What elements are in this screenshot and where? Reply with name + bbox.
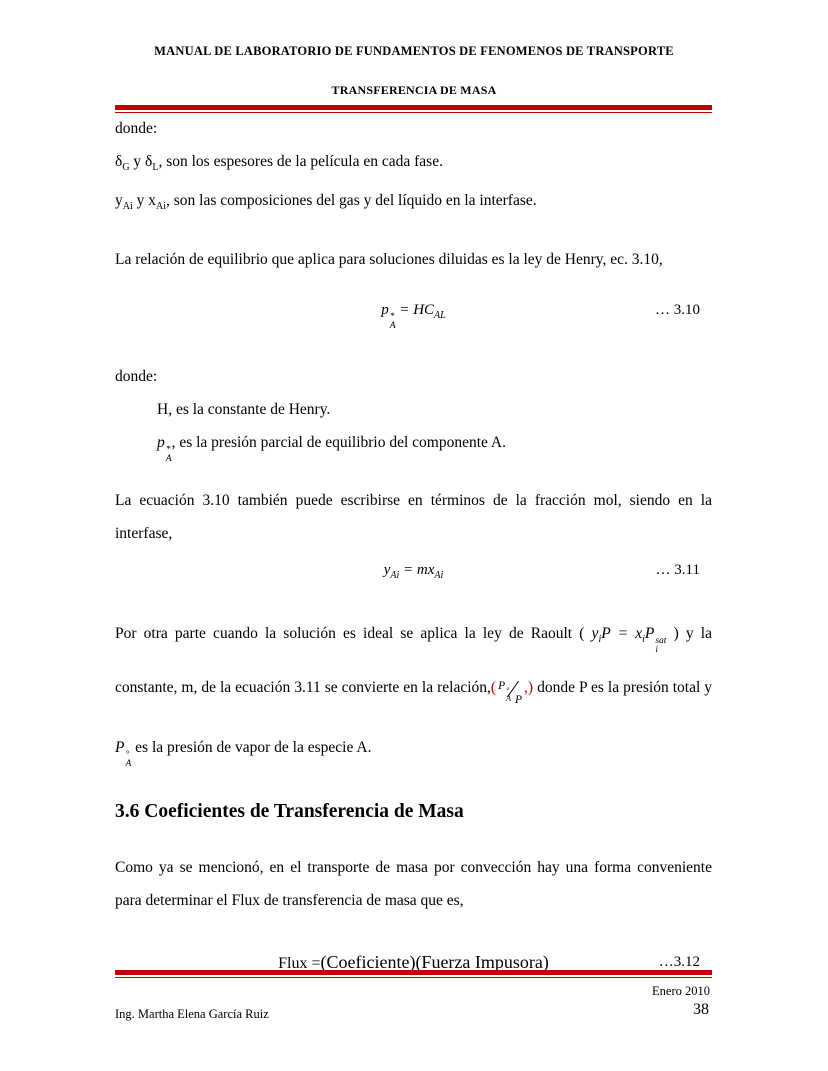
fraction-slash: ⁄	[511, 677, 516, 704]
raoult-text-4: es la presión de vapor de la especie A.	[131, 739, 372, 757]
p-variable: P	[601, 625, 611, 643]
mx-term: mx	[416, 562, 435, 579]
document-body	[115, 112, 712, 985]
delta-symbol: δ	[115, 153, 123, 170]
superscript-star: *	[165, 445, 171, 456]
eq311-intro: La ecuación 3.10 también puede escribirse en términos de la fracción mol, siendo en la interfase,	[115, 492, 712, 543]
subscript-a: A	[125, 759, 132, 770]
p-variable: P	[115, 739, 125, 757]
subscript-i: i	[642, 634, 645, 646]
superscript-degree: °	[506, 686, 510, 696]
equation-3-10	[115, 290, 712, 336]
raoult-text-3: donde P es la presión total y	[533, 679, 712, 697]
superscript-degree: °	[125, 750, 130, 761]
section-heading-3-6: 3.6 Coeficientes de Transferencia de Masa	[115, 801, 464, 823]
partial-pressure-line	[157, 426, 712, 464]
subscript-g: G	[122, 162, 130, 174]
espesores-mid: y δ	[129, 153, 153, 170]
composiciones-line	[115, 184, 712, 223]
equation-3-11	[115, 550, 712, 596]
espesores-line	[115, 145, 712, 184]
subscript-i: i	[598, 634, 602, 646]
subscript-a: A	[389, 321, 396, 332]
pa-star-symbol	[157, 434, 172, 465]
eq311-expression	[383, 562, 444, 582]
p-variable: P	[498, 680, 506, 693]
raoult-text-2: constante, m, de la ecuación 3.11 se convierte en la relación,	[115, 679, 491, 697]
subscript-i: i	[655, 645, 658, 656]
footer-date: Enero 2010	[652, 984, 710, 998]
subscript-al: AL	[434, 310, 446, 322]
page-number: 38	[693, 1001, 709, 1018]
raoult-close: ) y la	[666, 625, 712, 643]
raoult-law-expression	[591, 625, 667, 656]
equals-sign: =	[395, 302, 414, 319]
p-sat-i-stack	[655, 637, 666, 655]
equation-number-311: … 3.11	[655, 562, 700, 579]
subscript-a: A	[165, 454, 172, 465]
composiciones-mid: y x	[132, 192, 156, 210]
raoult-paragraph	[115, 610, 712, 771]
donde-label-1: donde:	[115, 120, 158, 137]
equation-number-310: … 3.10	[655, 302, 700, 319]
henry-intro: La relación de equilibrio que aplica para soluciones diluidas es la ley de Henry, ec. 3.10,	[115, 251, 663, 269]
document-subtitle: TRANSFERENCIA DE MASA	[331, 83, 497, 97]
y-variable: y	[383, 562, 391, 579]
equals-sign: =	[399, 562, 417, 579]
y-variable: y	[115, 192, 123, 210]
manual-title: MANUAL DE LABORATORIO DE FUNDAMENTOS DE FENOMENOS DE TRANSPORTE	[154, 44, 674, 58]
superscript-sat: sat	[655, 636, 667, 647]
driving-force-term: (Fuerza Impusora)	[415, 952, 549, 973]
x-variable: x	[635, 625, 643, 643]
equation-3-12	[115, 941, 712, 985]
equals-sign: =	[610, 625, 636, 643]
superscript-star: *	[389, 312, 395, 323]
subscript-ai: Ai	[390, 570, 400, 582]
p-variable: P	[644, 625, 655, 643]
raoult-text-1: Por otra parte cuando la solución es ideal se aplica la ley de Raoult (	[115, 625, 592, 643]
subscript-a: A	[506, 693, 511, 703]
fraction-denominator: P	[515, 694, 523, 707]
subscript-ai-1: Ai	[122, 201, 133, 213]
coefficient-term: (Coeficiente)	[320, 952, 416, 973]
subscript-ai: Ai	[434, 570, 444, 582]
y-variable: y	[591, 625, 599, 643]
flux-label: Flux =	[278, 955, 321, 973]
donde-label-2: donde:	[115, 368, 158, 386]
henry-constant-line: H, es la constante de Henry.	[157, 401, 331, 419]
p-variable: p	[157, 434, 165, 452]
equation-number-312: …3.12	[658, 954, 700, 971]
subscript-ai-2: Ai	[156, 201, 166, 213]
pressure-ratio-fraction	[498, 663, 522, 724]
partial-pressure-text: , es la presión parcial de equilibrio del componente A.	[171, 434, 507, 452]
footer-rule	[115, 970, 712, 978]
red-open-paren: (	[490, 679, 497, 697]
subscript-l: L	[152, 162, 159, 174]
footer-author: Ing. Martha Elena García Ruiz	[115, 1007, 269, 1021]
page-header	[0, 0, 828, 98]
p-variable: p	[381, 302, 389, 319]
hc-term: HC	[413, 302, 435, 319]
flux-intro: Como ya se mencionó, en el transporte de masa por convección hay una forma conveniente para determinar el Flux de transferencia de masa que es,	[115, 859, 712, 910]
red-close-paren: ,)	[524, 679, 534, 697]
eq310-expression	[381, 302, 446, 332]
composiciones-text: , son las composiciones del gas y del líquido en la interfase.	[166, 192, 537, 210]
vapor-pressure-symbol	[115, 739, 132, 770]
fraction-numerator	[498, 680, 511, 703]
espesores-text: , son los espesores de la película en cada fase.	[158, 153, 443, 170]
